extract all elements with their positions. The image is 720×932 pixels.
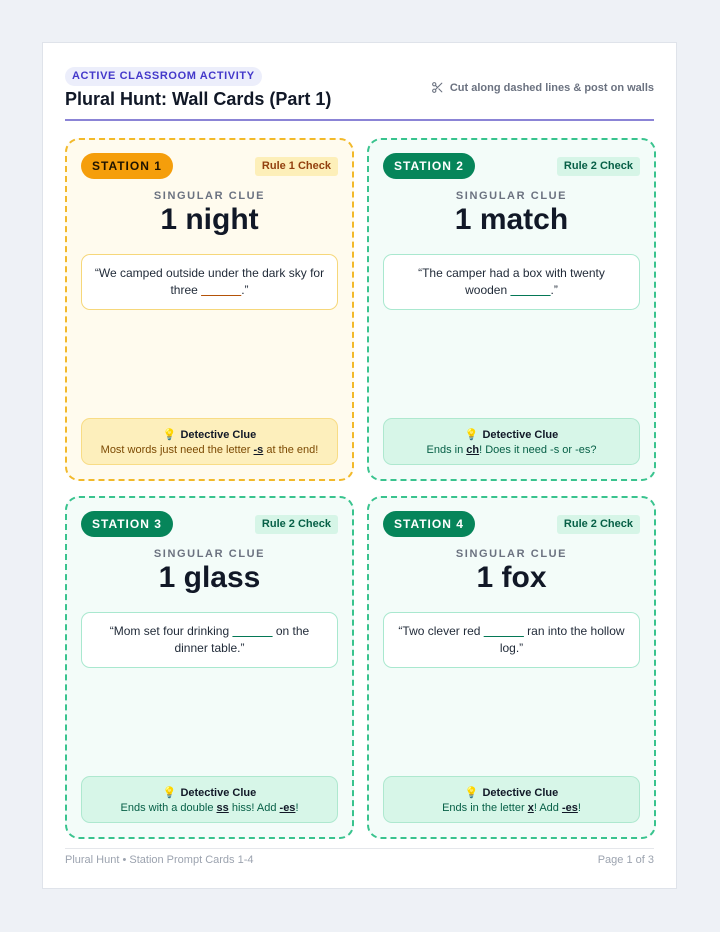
detective-clue-text: Ends in the letter x! Add -es! xyxy=(442,802,581,814)
detective-clue-heading: Detective Clue xyxy=(180,786,257,799)
rule-check-badge: Rule 2 Check xyxy=(557,515,640,534)
detective-clue-box xyxy=(383,776,640,823)
singular-word: 1 fox xyxy=(476,561,547,594)
lightbulb-icon: 💡 xyxy=(464,787,479,799)
footer-divider xyxy=(65,848,654,849)
detective-clue-text: Ends with a double ss hiss! Add -es! xyxy=(120,802,299,814)
answer-blank: ______ xyxy=(483,624,524,638)
lightbulb-icon: 💡 xyxy=(162,787,177,799)
detective-clue-box xyxy=(383,418,640,465)
footer-caption: Plural Hunt • Station Prompt Cards 1-4 xyxy=(65,854,254,866)
detective-clue-box xyxy=(81,418,338,465)
station-card-1 xyxy=(65,138,354,481)
detective-clue-box xyxy=(81,776,338,823)
rule-check-badge: Rule 1 Check xyxy=(255,157,338,176)
station-card-2 xyxy=(367,138,656,481)
detective-clue-heading: Detective Clue xyxy=(482,786,559,799)
detective-clue-text: Ends in ch! Does it need -s or -es? xyxy=(426,444,597,456)
answer-blank: ______ xyxy=(232,624,273,638)
detective-clue-heading: Detective Clue xyxy=(180,428,257,441)
detective-clue-text: Most words just need the letter -s at the end! xyxy=(100,444,319,456)
station-pill: STATION 4 xyxy=(383,511,475,537)
singular-clue-label: SINGULAR CLUE xyxy=(153,190,266,202)
lightbulb-icon: 💡 xyxy=(464,429,479,441)
station-pill: STATION 3 xyxy=(81,511,173,537)
singular-clue-label: SINGULAR CLUE xyxy=(455,548,568,560)
rule-check-badge: Rule 2 Check xyxy=(557,157,640,176)
sentence-box: “The camper had a box with twenty wooden ______.” xyxy=(383,254,640,310)
singular-word: 1 night xyxy=(160,203,259,236)
singular-word: 1 match xyxy=(454,203,569,236)
page-number: Page 1 of 3 xyxy=(597,854,654,866)
cut-instructions xyxy=(431,81,654,94)
station-pill: STATION 2 xyxy=(383,153,475,179)
page-title: Plural Hunt: Wall Cards (Part 1) xyxy=(65,89,332,109)
singular-clue-label: SINGULAR CLUE xyxy=(153,548,266,560)
singular-clue-label: SINGULAR CLUE xyxy=(455,190,568,202)
sentence-box: “Two clever red ______ ran into the hollow log.” xyxy=(383,612,640,668)
answer-blank: ______ xyxy=(510,283,551,297)
activity-badge: ACTIVE CLASSROOM ACTIVITY xyxy=(65,67,262,86)
sentence-box: “We camped outside under the dark sky for three ______.” xyxy=(81,254,338,310)
station-card-3 xyxy=(65,496,354,839)
scissors-icon xyxy=(431,81,444,94)
station-card-4 xyxy=(367,496,656,839)
singular-word: 1 glass xyxy=(158,561,261,594)
detective-clue-heading: Detective Clue xyxy=(482,428,559,441)
cut-instructions-text: Cut along dashed lines & post on walls xyxy=(449,81,654,94)
sentence-box: “Mom set four drinking ______ on the dinner table.” xyxy=(81,612,338,668)
station-pill: STATION 1 xyxy=(81,153,173,179)
header-divider xyxy=(65,119,654,121)
rule-check-badge: Rule 2 Check xyxy=(255,515,338,534)
worksheet-page xyxy=(42,42,677,889)
lightbulb-icon: 💡 xyxy=(162,429,177,441)
answer-blank: ______ xyxy=(201,283,242,297)
